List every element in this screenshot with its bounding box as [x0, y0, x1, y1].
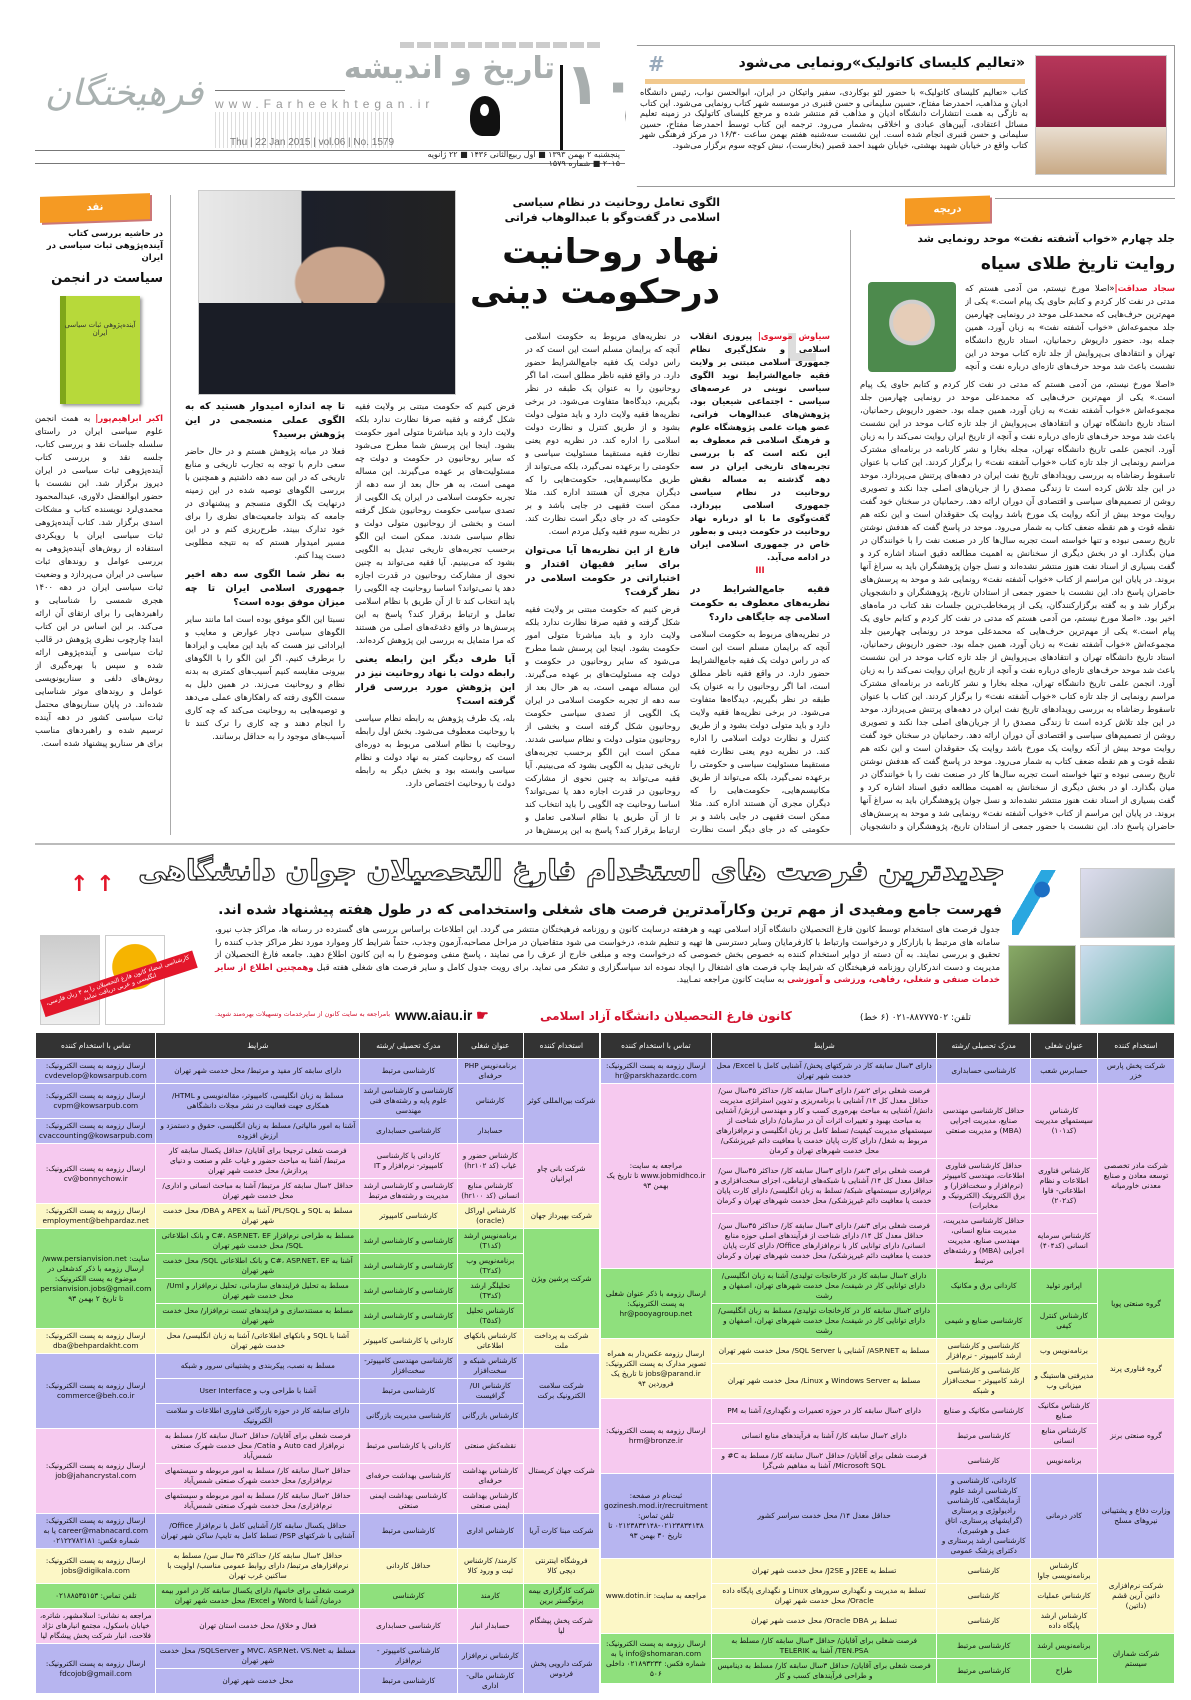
question: به نظر شما الگوی سه دهه اخیر جمهوری اسلامی ایران تا چه میزان موفق بوده است؟ [185, 569, 345, 608]
conditions-cell: تسلط به J2EE و J2SE/ محل خدمت شهر تهران [711, 1559, 937, 1584]
author-portrait [868, 282, 956, 372]
book-stack-photo [1035, 55, 1167, 175]
degree-cell: کارشناسی و کارشناسی ارشد [360, 1279, 458, 1304]
conditions-cell: دارای سابقه کار مفید و مرتبط/ محل خدمت شهر تهران [156, 1059, 360, 1084]
degree-cell: کارشناسی مرتبط [360, 1514, 458, 1549]
column-header: مدرک تحصیلی /رشته [937, 1033, 1030, 1059]
interview-headline [470, 232, 720, 312]
job-title-cell: کارشناس شبکه و سخت‌افزار [457, 1354, 523, 1379]
ad-text: به سایت کانون مراجعه نمـایید. [676, 975, 785, 985]
answer: نسبتا این الگو موفق بوده است اما مانند سایر الگوهای سیاسی دچار عوارض و معایب و ایراداتی نیز هست که باید این معایب و ایرادها را برطرف کنیم. اگر این الگو را با الگوهای بیرونی مقایسه کنیم آسیب‌های کمتری به بدنه نظام و روحانیت می‌زند. در همین دلیل به سمت الگوی رفته که راهکارهای عملی می‌دهد و توصیه‌هایی به روحانیت می‌کند که چه کاری را انجام دهند و چه کاری را ترک کنند تا آسیب‌های موجود را به حداقل برسانند. [185, 614, 345, 741]
degree-cell: کاردانی، کارشناسی و کارشناسی ارشد علوم آزمایشگاهی، کارشناسی رادیولوژی و پرستاری (گرایشهای پرستاری، اتاق عمل و هوشبری)، کارشناسی ارشد پرستاری و دکترای پزشک عمومی [937, 1474, 1030, 1559]
divider [560, 65, 563, 150]
table-row [601, 1339, 1175, 1364]
degree-cell: کاردانی یا کارشناسی کامپیوتر- نرم‌افزار و IT [360, 1144, 458, 1179]
job-title-cell: کارشناس کنترل کیفی [1030, 1304, 1097, 1339]
head-lightbulb-icon [470, 96, 500, 136]
table-header-row [36, 1033, 600, 1059]
degree-cell: کارشناسی مرتبط [360, 1379, 458, 1404]
job-title-cell: کارشناس منابع انسانی [1030, 1424, 1097, 1449]
column-header: شرایط [156, 1033, 360, 1059]
question: فارغ از این نظریه‌ها آیا می‌توان برای سایر فقیهان اقتدار و اختیاراتی در حکومت اسلامی در نظر گرفت؟ [525, 545, 680, 598]
divider [850, 230, 851, 835]
degree-cell: کاردانی یا کارشناسی مرتبط [360, 1429, 458, 1464]
conditions-cell: فرصت شغلی ترجیحا برای آقایان/ حداقل یکسال سابقه کار مرتبط/ آشنا به مباحث حضور و غیاب علم و صنعت و دنیای پردازش/ محل خدمت شهر تهران [156, 1144, 360, 1179]
job-title-cell: برنامه‌نویس ارشد [1030, 1634, 1097, 1659]
degree-cell: کارشناسی و کارشناسی ارشد کامپیوتر - سخت‌افزار و شبکه [937, 1364, 1030, 1399]
table-row [36, 1059, 600, 1084]
job-title-cell: کارشناس بهداشت حرفه‌ای [457, 1464, 523, 1489]
answer: فرض کنیم که حکومت مبتنی بر ولایت فقیه شکل گرفته و فقیه صرفا نظارت ندارد بلکه ولایت دارد و باید مباشرتا متولی امور حکومت بشود. اینجا این پرسش شما مطرح می‌شود که سایر روحانیون در حکومت و دولت چه مسئولیت‌های بر عهده می‌گیرند. این مساله مهمی است، به هر حال بعد از سه دهه از تجربه حکومت اسلامی در ایران یک الگویی از تصدی سیاسی حکومت روحانیون شکل گرفته است و بخشی از روحانیون متولی دولت و نظام سیاسی شدند. ممکن است این الگو برحسب تجربه‌های تاریخی تبدیل به الگویی بشود که می‌بینیم. آیا فقیه می‌تواند به چنین نحوی از مشارکت روحانیون در قدرت اجازه دهد یا نمی‌تواند؟ اساسا روحانیت چه الگویی را باید انتخاب کند تا از آن طریق با نظام اسلامی تعامل و ارتباط برقرار کند؟ پاسخ به این پرسش‌ها در واقع دغدغه‌های اصلی من هستند که مرا متمایل به بررسی این پژوهش کرده‌اند. [355, 401, 515, 645]
contact-cell[interactable]: سایت: www.persianvision.net/ ارسال رزومه با ذکر کدشغلی در موضوع به پست الکترونیک: persianvision.jobs@gmail.com تا تاریخ ۲ بهمن ۹۳ [36, 1229, 156, 1329]
job-title-cell: کارشناس فناوری اطلاعات و نظام اطلاعاتی- فاوا (کد۲۰۲) [1030, 1159, 1097, 1214]
job-title-cell: کارشناس برنامه‌نویسی جاوا [1030, 1559, 1097, 1584]
degree-cell: کارشناسی حسابداری [360, 1119, 458, 1144]
degree-cell: حداقل کارشناسی مدیریت، مدیریت منابع انسانی، مهندسی صنایع، مدیریت اجرایی (MBA) و رشته‌های مرتبط [937, 1214, 1030, 1269]
divider [35, 843, 1175, 845]
alumni-association-logo [1012, 870, 1072, 935]
degree-cell: کارشناسی مکانیک و صنایع [937, 1399, 1030, 1424]
headline-line: نهاد روحانیت [502, 232, 720, 272]
table-row [36, 1084, 600, 1119]
employer-cell: فروشگاه اینترنتی دیجی کالا [523, 1549, 599, 1584]
job-title-cell: کارشناس بهداشت ایمنی صنعتی [457, 1489, 523, 1514]
ad-website-note: بامراجعه به سایت کانون از سایرخدمات وتسهیلات بهره‌مند شوید. [215, 1010, 390, 1018]
job-title-cell: برنامه‌نویس وب (کدT۲) [457, 1254, 523, 1279]
ad-text: جدول فرصت های استخدام توسط کانون فارغ التحصیلان دانشگاه آزاد اسلامی تهیه و هرهفته درسایت کانون و روزنامه فرهیختگان منتشر می گردد. این اطلاعات براساس بررسی های گسترده در رسانه ها، مراکز جذب نیرو، سامانه های مرتبط با بازارکار و درخواست وارتباط با کارفرمایان وسایر دسترسی ها تهیه و تنظیم شده، درخواست می شود متقاضیان در مراحل مصاحبه،آزمون وجذب، حتماً شرایط کار وموارد مورد نظر مراکز جذب کننده را تحقیق و بررسی نمایند. به آن دسته از دوایر استخدام کننده به خصوص بخش خصوصی که درخواست وجه و مبلغی خارج از عرف را می نمایند ، پاسخ منفی وموضوع را به این کانون اطلاع دهید. جامعه فارغ التحصیلان از مدیریت و دست اندرکاران روزنامه فرهیختگان که شرایط چاپ فرصت های اشتغال را ایجاد نموده اند سپاسگزاری و تشکر می نماید. برای رویت جدول کامل و سایر فرصت های شغلی هفته قبل [215, 925, 1001, 973]
conditions-cell: فرصت شغلی برای ۳نفر/ دارای ۳سال سابقه کار/ حداکثر ۳۵سال سن/ حداقل معدل کل ۱۴/ دارای شناخت از فرآیندهای اصلی حوزه منابع انسانی/ دارای توانایی کار با نرم‌افزارهای Office/ دارای کارت پایان خدمت یا معافیت دائم غیرپزشکی/ محل خدمت شهرهای تهران و کرمان [711, 1214, 937, 1269]
top-story-title: «تعالیم کلیسای کاتولیک»رونمایی می‌شود [738, 55, 1025, 71]
job-title-cell: کارشناس بازرگانی [457, 1404, 523, 1429]
job-title-cell: کارمند [457, 1584, 523, 1609]
separator: III [755, 565, 765, 575]
job-title-cell: کارشناس ارشد پایگاه داده [1030, 1609, 1097, 1634]
conditions-cell: مسلط به نصب، پیکربندی و پشتیبانی سرور و شبکه [156, 1354, 360, 1379]
contact-cell[interactable]: ارسال رزومه به پست الکترونیک: hr@parskhazardc.com [601, 1059, 712, 1084]
contact-cell[interactable]: ارسال رزومه عکس‌دار به همراه تصویر مدارک به پست الکترونیک: jobs@parand.ir تا تاریخ یک فروردین ۹۴ [601, 1339, 712, 1399]
contact-cell[interactable]: ارسال رزومه به پست الکترونیک: hrm@bronze.ir [601, 1399, 712, 1474]
job-title-cell: کارشناس مالی- اداری [457, 1669, 523, 1694]
job-title-cell: برنامه‌نویس ارشد (کدT۱) [457, 1229, 523, 1254]
conditions-cell: آشنا با SQL و بانکهای اطلاعاتی/ آشنا به زبان انگلیسی/ محل خدمت شهر تهران [156, 1329, 360, 1354]
degree-cell: کارشناسی حسابداری [360, 1609, 458, 1644]
conditions-cell: فعال و خلاق/ محل خدمت استان تهران [156, 1609, 360, 1644]
column-header: تماس با استخدام کننده [36, 1033, 156, 1059]
table-row [601, 1559, 1175, 1584]
conditions-cell: فرصت شغلی برای ۲نفر/ دارای ۳سال سابقه کار/ حداکثر ۳۵سال سن/ حداقل معدل کل ۱۴/ آشنایی با برنامه‌ریزی و تدوین استراتژی مدیریت دانش/ آشنایی به مباحث بهره‌وری کسب و کار و مهندسی ارزش/ آشنایی به مباحث بهبود و تغییرات اثرات آن در سازمان/ دارای شناخت از سیستمهای مدیریت کیفیت/ تسلط کامل بر زبان انگلیسی و نرم‌افزارهای مربوط به شغل/ دارای کارت پایان خدمت یا معافیت دائم غیرپزشکی/ محل خدمت شهرهای تهران و کرمان [711, 1084, 937, 1159]
job-title-cell: برنامه‌نویس وب [1030, 1339, 1097, 1364]
conditions-cell: فرصت شغلی برای ۳نفر/ دارای ۳سال سابقه کار/ حداکثر ۳۵سال سن/ حداقل معدل کل ۱۴/ آشنایی با شبکه‌های ارتباطی، اجزای سخت‌افزاری و نرم‌افزاری سیستمهای شبکه/ تسلط به زبان انگلیسی/ دارای کارت پایان خدمت یا معافیت دائم غیرپزشکی/ محل خدمت شهرهای تهران و کرمان [711, 1159, 937, 1214]
conditions-cell: آشنا به امور مالیاتی/ مسلط به زبان انگلیسی، حقوق و دستمزد و ارزش افزوده [156, 1119, 360, 1144]
employer-cell: شرکت دارویی پخش فردوس [523, 1644, 599, 1694]
job-title-cell: طراح [1030, 1659, 1097, 1684]
contact-cell[interactable]: ثبت‌نام در صفحه: gozinesh.mod.ir/recruitment تلفن تماس: ۰۲۱۲۳۸۳۴۱۳۸-۰۲۱۲۳۸۳۴۱۴۸ تا تاریخ ۳۰ بهمن ۹۳ [601, 1474, 712, 1559]
contact-cell[interactable]: ارسال رزومه به پست الکترونیک: dba@behpardakht.com [36, 1329, 156, 1354]
conditions-cell: مسلط به طراحی نرم‌افزار C#، ASP.NET، EF و بانک اطلاعاتی SQL/ محل خدمت شهر تهران [156, 1229, 360, 1254]
conditions-cell: دارای ۲سال سابقه کار در کارخانجات تولیدی/ مسلط به زبان انگلیسی/ دارای توانایی کار در شیفت/ محل خدمت شهرهای تهران، اصفهان و رشت [711, 1304, 937, 1339]
divider [170, 195, 171, 835]
book-cover-title: آینده‌پژوهی ثبات سیاسی ایران [64, 321, 136, 337]
column-header: عنوان شغلی [1030, 1033, 1097, 1059]
ad-phone: تلفن: ۸۸۷۷۷۵۰۲-۰۲۱ (۶ خط) [860, 1013, 971, 1023]
job-title-cell: کارشناس [457, 1084, 523, 1119]
website-url[interactable]: www.Farheekhtegan.ir [215, 97, 435, 111]
newspaper-logo: فرهیختگان [44, 73, 204, 114]
column-header: استخدام کننده [1097, 1033, 1174, 1059]
employer-cell: شرکت سلامت الکترونیک برکت [523, 1354, 599, 1429]
job-title-cell: حسابدار [457, 1119, 523, 1144]
degree-cell: کارشناسی و کارشناسی ارشد [360, 1229, 458, 1254]
conditions-cell: حداقل معدل ۱۴/ محل خدمت سراسر کشور [711, 1474, 937, 1559]
conditions-cell: فرصت شغلی برای آقایان/ حداقل ۳سال سابقه کار/ مسلط به TEN.PSA/ آشنا به TELERIK [711, 1634, 937, 1659]
degree-cell: کارشناسی و کارشناسی ارشد [360, 1254, 458, 1279]
degree-cell: کارشناسی مرتبط [360, 1059, 458, 1084]
window-text: «اصلا مورخ نیستم، من آدمی هستم که مدتی در نفت کار کردم و کتابم حاوی یک پیام است.» یکی از مهم‌ترین حرف‌هایی که محمدعلی موحد در رونمایی چهارمین جلد مجموعه‌اش «خواب آشفته نفت» به زبان آورد، همین جمله بود. حضور داریوش رحمانیان، استاد تاریخ دانشگاه تهران و انتقادهای بی‌پروایش از جلد تازه کتاب موحد در این نشست باعث شد موحد حرف‌های تازه‌ای درباره نفت و آنچه از تاریخ ایران روایت نمی‌کند را به زبان آورد. انجمن علمی تاریخ دانشگاه تهران، مجله بخارا و نشر کارنامه در برنامه‌ای مشترک مراسم رونمایی از جلد تازه کتاب «خواب آشفته نفت» را برگزار کردند. این کتاب با عنوان تاسقوط رضاشاه به بررسی رویدادهای تاریخ نفت ایران در دهه‌های پرتنش می‌پردازد. موحد در این جلد تلاش کرده است تا زندگی مصدق را از جریان‌های اصلی جدا نکند و تصویری روشن از تصمیم‌های سیاسی و اقتصادی آن دوران ارائه دهد. رحمانیان در سخنان خود گفت روایت موحد بیش از آنکه روایت یک مورخ باشد روایت یک حقوقدان است و این نکته هم نقطه قوت و هم نقطه ضعف کتاب به شمار می‌رود. موحد در پاسخ گفت که هدفش نوشتن تاریخ رسمی نبوده و تنها خواسته است تجربه سال‌ها کار در صنعت نفت را با خوانندگان در میان بگذارد. او در بخش دیگری از سخنانش به اهمیت مطالعه دقیق اسناد اشاره کرد و گفت بسیاری از اسناد نفت هنوز منتشر نشده‌اند و نسل جوان پژوهشگران باید به سراغ آنها بروند. در پایان این مراسم از کتاب «خواب آشفته نفت» رونمایی شد و موحد به پرسش‌های حاضران پاسخ داد. این نشست با حضور جمعی از استادان تاریخ، پژوهشگران و دانشجویان برگزار شد و به گفته برگزارکنندگان، یکی از پرمخاطب‌ترین جلسات نقد کتاب در ماه‌های اخیر بود. [860, 379, 1175, 623]
contact-cell[interactable]: ارسال رزومه به پست الکترونیک: employment@behpardaz.net [36, 1204, 156, 1229]
window-title: روایت تاریخ طلای سیاه [980, 254, 1175, 274]
table-row [601, 1474, 1175, 1559]
job-title-cell: کادر درمانی [1030, 1474, 1097, 1559]
employer-cell: شرکت مادر تخصصی توسعه معادن و صنایع معدنی خاورمیانه [1097, 1084, 1174, 1269]
column-header: عنوان شغلی [457, 1033, 523, 1059]
contact-cell[interactable]: ارسال رزومه به پست الکترونیک: commerce@beh.co.ir [36, 1354, 156, 1429]
window-text: «اصلا مورخ نیستم، من آدمی هستم که مدتی در نفت کار کردم و کتابم حاوی یک پیام است.» یکی از مهم‌ترین حرف‌هایی که محمدعلی موحد در رونمایی چهارمین جلد مجموعه‌اش «خواب آشفته نفت» به زبان آورد، همین جمله بود. حضور داریوش رحمانیان، استاد تاریخ دانشگاه تهران و انتقادهای بی‌پروایش از جلد تازه کتاب موحد در این نشست باعث شد موحد حرف‌های تازه‌ای درباره نفت و آنچه [965, 283, 1175, 371]
contact-cell[interactable]: ارسال رزومه به پست الکترونیک: job@jahancrystal.com [36, 1429, 156, 1514]
job-title-cell: کارشناس اوراکل (oracle) [457, 1204, 523, 1229]
conditions-cell: دارای ۲سال سابقه کار/ آشنا به فرآیندهای منابع انسانی [711, 1424, 937, 1449]
degree-cell: حداقل کارشناسی مهندسی صنایع، مدیریت اجرایی (MBA) و مدیریت صنعتی [937, 1084, 1030, 1159]
ad-photo-doctor [1080, 945, 1175, 1025]
critique-tag: نقد [40, 193, 150, 223]
interview-column [355, 400, 515, 835]
promo-ribbon: کارشناسی امضاء کانون فارغ التحصیلان را به ۳ زبان فارسی، انگلیسی و عربی دریافت نمایید [40, 951, 198, 1018]
degree-cell: کارشناسی کامپیوتر - نرم‌افزار [360, 1644, 458, 1669]
ad-org: کانون فارغ التحصیلان دانشگاه آزاد اسلامی [540, 1009, 792, 1023]
contact-cell[interactable]: ارسال رزومه به پست الکترونیک: cvaccounting@kowsarpub.com [36, 1119, 156, 1144]
employer-cell: وزارت دفاع و پشتیبانی نیروهای مسلح [1097, 1474, 1174, 1559]
column-header: مدرک تحصیلی /رشته [360, 1033, 458, 1059]
conditions-cell: مسلط به مستندسازی و فرایندهای تست نرم‌افزار/ محل خدمت شهر تهران [156, 1304, 360, 1329]
table-row [36, 1514, 600, 1549]
contact-cell[interactable]: مراجعه به سایت: www.dotin.ir [601, 1559, 712, 1634]
page-number: ۱۰ [565, 50, 636, 118]
degree-cell: کارشناسی صنایع و شیمی [937, 1304, 1030, 1339]
job-title-cell: برنامه‌نویس [1030, 1449, 1097, 1474]
degree-cell: کارشناسی مرتبط [360, 1669, 458, 1694]
table-row [36, 1429, 600, 1464]
answer: فرض کنیم که حکومت مبتنی بر ولایت فقیه شکل گرفته و فقیه صرفا نظارت ندارد بلکه ولایت دارد و باید مباشرتا متولی امور حکومت بشود. اینجا این پرسش شما مطرح می‌شود که سایر روحانیون در حکومت و دولت چه مسئولیت‌های بر عهده می‌گیرند. این مساله مهمی است، به هر حال بعد از سه دهه از تجربه حکومت اسلامی در ایران یک الگویی از تصدی سیاسی حکومت روحانیون شکل گرفته است و بخشی از روحانیون متولی دولت و نظام سیاسی شدند. ممکن است این الگو برحسب تجربه‌های تاریخی تبدیل به الگویی بشود که می‌بینیم. آیا فقیه می‌تواند به چنین نحوی از مشارکت روحانیون در قدرت اجازه دهد یا نمی‌تواند؟ اساسا روحانیت چه الگویی را باید انتخاب کند تا از آن طریق با نظام اسلامی تعامل و ارتباط برقرار کند؟ پاسخ به این پرسش‌ها در [525, 604, 680, 835]
conditions-cell: دارای ۲سال سابقه کار در کارخانجات تولیدی/ آشنا به زبان انگلیسی/ دارای توانایی کار در شیفت/ محل خدمت شهرهای تهران، اصفهان و رشت [711, 1269, 937, 1304]
conditions-cell: فرصت شغلی برای خانمها/ دارای یکسال سابقه کار در امور بیمه درمان/ آشنا با Word و Excel/ محل خدمت شهر تهران [156, 1584, 360, 1609]
column-header: شرایط [711, 1033, 937, 1059]
byline: سجاد صداقت| [1114, 283, 1175, 293]
question: تا چه اندازه امیدوار هستید که به الگوی عملی منسجمی در این پژوهش برسید؟ [185, 401, 345, 440]
answer: در نظریه‌های مربوط به حکومت اسلامی آنچه که برایمان مسلم است این است که در راس دولت یک فقیه جامع‌الشرایط حضور دارد. در واقع فقیه ناظر مطلق است، اما اگر روحانیون را به عنوان یک طبقه در نظر بگیریم، دیدگاه‌ها متفاوت می‌شود. در برخی نظریه‌ها فقیه ولایت دارد و باید متولی دولت بشود و از طریق کنترل و نظارت دولت اسلامی را اداره کند. در نظریه دوم یعنی نظارت فقیه مستقیما مسئولیت سیاسی و حکومتی را برعهده نمی‌گیرد، بلکه می‌تواند از طریق مکانیسم‌هایی، حکومت‌هایی را که دیگران مجری آن هستند اداره کند. مثلا ممکن است فقیهی در جایی باشد و بر حکومتی که در جای دیگر است نظارت کند. در نظریه سوم فقیه وکیل مردم است. [525, 331, 680, 536]
job-title-cell: حسابرس شعب [1030, 1059, 1097, 1084]
table-row [36, 1144, 600, 1179]
headline-line: درحکومت دینی [470, 272, 720, 312]
degree-cell: کارشناسی حسابداری [937, 1059, 1030, 1084]
job-title-cell: نقشه‌کش صنعتی [457, 1429, 523, 1464]
conditions-cell: حداقل ۲سال سابقه کار/ مسلط به امور مربوطه و سیستمهای نرم‌افزاری/ محل خدمت شهرک صنعتی شمس‌آباد [156, 1489, 360, 1514]
employer-cell: شرکت نرم‌افزاری داتین آرین قشم (داتین) [1097, 1559, 1174, 1634]
conditions-cell: مسلط به SQL و PL/SQL/ آشنا به APEX و DBA/ محل خدمت شهر تهران [156, 1204, 360, 1229]
contact-cell[interactable]: ارسال رزومه با ذکر عنوان شغلی به پست الکترونیک: hr@pooyagroup.net [601, 1269, 712, 1339]
degree-cell: کارشناسی و کارشناسی ارشد علوم پایه و رشته‌های فنی مهندسی [360, 1084, 458, 1119]
critique-text: به همت انجمن علوم سیاسی ایران در راستای سلسله جلسات نقد و بررسی کتاب، جلسه نقد و بررسی کتاب آینده‌پژوهی ثبات سیاسی در ایران دیروز برگزار شد. این نشست با حضور ابوالفضل دلاوری، عبدالمحمود محمدی‌لرد نویسنده کتاب و مشکات اسدی برگزار شد. کتاب آینده‌پژوهی ثبات سیاسی ایران با رویکردی استفاده از روش‌های آینده‌پژوهی به بررسی عوامل و روندهای ثبات سیاسی در ایران می‌پردازد و وضعیت ثبات سیاسی ایران در دهه ۱۴۰۰ هجری شمسی را شناسایی و راهبردهایی را برای ارتقای آن ارائه می‌کند. بر این اساس در این کتاب ابتدا چارچوب نظری پژوهش در قالب ثبات سیاسی و آینده‌پژوهی ارائه شده و سپس با بهره‌گیری از روش‌های دلفی و سناریونویسی عوامل و روندهای موثر شناسایی شده‌اند. در پایان سناریوهای محتمل ثبات سیاسی کشور در دهه آینده ترسیم شده و راهبردهای مناسب برای هر سناریو پیشنهاد شده است. [35, 413, 163, 748]
conditions-cell: فرصت شغلی برای آقایان/ حداقل ۳سال سابقه کار/ مسلط به دینامیس و طراحی فرآیندهای کسب و کار [711, 1659, 937, 1684]
table-row [36, 1609, 600, 1644]
table-row [601, 1634, 1175, 1659]
job-title-cell: کارشناس تحلیل (کدT۵) [457, 1304, 523, 1329]
contact-cell[interactable]: ارسال رزومه به پست الکترونیک: career@mabnacard.com یا به شماره فکس: ۰۲۱۲۲۷۸۲۱۸۱ [36, 1514, 156, 1549]
ad-photo-workers [1008, 945, 1076, 1025]
book-cover-image [60, 296, 140, 404]
window-body [860, 378, 1175, 833]
job-title-cell: کارشناس منابع انسانی (کد hr۱۰۰) [457, 1179, 523, 1204]
conditions-cell: مسلط به Windows Server و Linux/ محل خدمت شهر تهران [711, 1364, 937, 1399]
conditions-cell: فرصت شغلی برای آقایان/ حداقل ۲سال سابقه کار/ مسلط به نرم‌افزار Auto cad و Catia/ محل خدمت شهرک صنعتی شمس‌آباد [156, 1429, 360, 1464]
decorative-stripe [400, 42, 600, 48]
degree-cell: کاردانی یا کارشناسی کامپیوتر [360, 1329, 458, 1354]
jobs-table-right [600, 1032, 1175, 1684]
ad-title: جدیدترین فرصت های استخدام فارغ التحصیلان جوان دانشگاهی [138, 854, 1005, 887]
critique-kicker: در حاشیه بررسی کتاب آینده‌پژوهی ثبات سیاسی در ایران [46, 229, 163, 263]
employer-cell: شرکت کارگزاری بیمه پرتوگستر برین [523, 1584, 599, 1609]
interview-kicker: الگوی تعامل روحانیت در نظام سیاسی اسلامی در گفت‌وگو با عبدالوهاب فراتی [504, 196, 720, 224]
degree-cell: کارشناسی [937, 1559, 1030, 1584]
contact-cell[interactable]: ارسال رزومه به پست الکترونیک: jobs@digikala.com [36, 1549, 156, 1584]
divider [995, 198, 1175, 199]
job-title-cell: تحلیلگر ارشد (کدT۳) [457, 1279, 523, 1304]
contact-cell[interactable]: ارسال رزومه به پست الکترونیک: fdcojob@gmail.com [36, 1644, 156, 1694]
degree-cell: کارشناسی [937, 1449, 1030, 1474]
conditions-cell: فرصت شغلی برای آقایان/ حداقل ۲سال سابقه کار/ مسلط به C# و Microsoft SQL/ آشنا به مفاهیم شی‌گرا [711, 1449, 937, 1474]
top-story-body: کتاب «تعالیم کلیسای کاتولیک» با حضور لئو بوکاردی، سفیر واتیکان در ایران، ابوالحسن نواب، رئیس دانشگاه ادیان و مذاهب، احمدرضا مفتاح، حسین سلیمانی و حسن قنبری در موسسه شهر کتاب رونمایی می‌شود. این کتاب به تازگی به همت انتشارات دانشگاه ادیان و مذاهب قم منتشر شده و مرجع کلیسای کاتولیک در زمینه تعلیم مسائل اعتقادی، آیین‌های عبادی و اخلاقی به‌شمار می‌رود. ترجمه این کتاب توسط احمدرضا مفتاح، حسین سلیمانی و حسن قنبری انجام شده است. این نشست سه‌شنبه هفتم بهمن ساعت ۱۶/۳۰ در مرکز فرهنگی شهر کتاب واقع در خیابان شهید بهشتی، خیابان شهید احمد قصیر (بخارست)، نبش کوچه سوم برگزار می‌شود. [640, 87, 1029, 150]
interviewee-photo [198, 190, 456, 395]
job-title-cell: کارشناس بانکهای اطلاعاتی [457, 1329, 523, 1354]
job-title-cell: کارشناس UI/ گرافیست [457, 1379, 523, 1404]
employer-cell: شرکت مبنا کارت آریا [523, 1514, 599, 1549]
table-row [36, 1549, 600, 1584]
jobs-table [600, 1032, 1175, 1684]
conditions-cell: حداقل ۲سال سابقه کار/ حداکثر ۳۵ سال سن/ مسلط به نرم‌افزارهای مرتبط/ دارای روابط عمومی مناسب/ اولویت با ساکنین غرب تهران [156, 1549, 360, 1584]
employer-cell: شرکت بانی چاو ایرانیان [523, 1144, 599, 1204]
degree-cell: کارشناسی مرتبط [937, 1424, 1030, 1449]
job-title-cell: اپراتور تولید [1030, 1269, 1097, 1304]
conditions-cell: مسلط به ASP.NET/ آشنایی با SQL Server/ محل خدمت شهر تهران [711, 1339, 937, 1364]
table-row [36, 1644, 600, 1669]
section-title: تاریخ و اندیشه [343, 51, 555, 86]
contact-cell[interactable]: مراجعه به سایت: www.jobmidhco.ir تا تاریخ یک بهمن ۹۳ [601, 1084, 712, 1269]
table-row [36, 1229, 600, 1254]
conditions-cell: دارای ۳سال سابقه کار در شرکتهای پخش/ آشنایی کامل با Excel/ محل خدمت شهر تهران [711, 1059, 937, 1084]
window-kicker: جلد چهارم «خواب آشفته نفت» موحد رونمایی شد [917, 233, 1175, 245]
employer-cell: شرکت پخش پارس خزر [1097, 1059, 1174, 1084]
job-title-cell: کارشناس اداری [457, 1514, 523, 1549]
job-title-cell: کارشناس نرم‌افزار [457, 1644, 523, 1669]
window-tag: دریچه [905, 196, 990, 225]
critique-body [35, 412, 163, 832]
table-row [601, 1059, 1175, 1084]
degree-cell: کاردانی برق و مکانیک [937, 1269, 1030, 1304]
job-title-cell: حسابدار انبار [457, 1609, 523, 1644]
employer-cell: شرکت بهپرداز جهان [523, 1204, 599, 1229]
conditions-cell: آشنا به C#، ASP.NET، EF و بانک اطلاعاتی SQL/ محل خدمت شهر تهران [156, 1254, 360, 1279]
window-body-top [965, 282, 1175, 373]
interview-column [525, 330, 680, 835]
degree-cell: کارشناسی بهداشت حرفه‌ای [360, 1464, 458, 1489]
degree-cell: کارشناسی [360, 1584, 458, 1609]
degree-cell: حداقل کاردانی [360, 1549, 458, 1584]
contact-cell[interactable]: ارسال رزومه به پست الکترونیک: cvpm@kowsarpub.com [36, 1084, 156, 1119]
degree-cell: کارشناسی و کارشناسی ارشد کامپیوتر - نرم‌افزار [937, 1339, 1030, 1364]
employer-cell: شرکت پخش پیشگام لیا [523, 1609, 599, 1644]
table-row [36, 1354, 600, 1379]
employer-cell: شرکت پرشین ویژن [523, 1229, 599, 1329]
jobs-table [35, 1032, 600, 1694]
conditions-cell: محل خدمت شهر تهران [156, 1669, 360, 1694]
answer: در نظریه‌های مربوط به حکومت اسلامی آنچه که برایمان مسلم است این است که در راس دولت یک فقیه جامع‌الشرایط حضور دارد. در واقع فقیه ناظر مطلق است، اما اگر روحانیون را به عنوان یک طبقه در نظر بگیریم، دیدگاه‌ها متفاوت می‌شود. در برخی نظریه‌ها فقیه ولایت دارد و باید متولی دولت بشود و از طریق کنترل و نظارت دولت اسلامی را اداره کند. در نظریه دوم یعنی نظارت فقیه مستقیما مسئولیت سیاسی و حکومتی را برعهده نمی‌گیرد، بلکه می‌تواند از طریق مکانیسم‌هایی، حکومت‌هایی را که دیگران مجری آن هستند اداره کند. مثلا ممکن است فقیهی در جایی باشد و بر حکومتی که در جای دیگر است نظارت [690, 629, 830, 834]
conditions-cell: مسلط به MVC، ASP.Net، VS.Net و SQLServer/ محل خدمت شهر تهران [156, 1644, 360, 1669]
job-title-cell: کارشناس عملیات [1030, 1584, 1097, 1609]
arrow-up-icon: ↑ ↑ [70, 872, 115, 897]
job-title-cell: مدیرفنی هاستینگ و میزبانی وب [1030, 1364, 1097, 1399]
table-row [601, 1084, 1175, 1159]
job-title-cell: کارمند/ کارشناس ثبت و ورود کالا [457, 1549, 523, 1584]
table-row [601, 1399, 1175, 1424]
job-title-cell: کارشناس سرمایه انسانی (کد۴۰۴) [1030, 1214, 1097, 1269]
employer-cell: شرکت به پرداخت ملت [523, 1329, 599, 1354]
interview-lead: پیروزی انقلاب اسلامی و شکل‌گیری نظام جمهوری اسلامی مبتنی بر ولایت فقیه جامع‌الشرایط نوید الگوی سیاسی نوینی در عرصه‌های سیاسی - اجتماعی شیعیان بود. پژوهش‌های عبدالوهاب فراتی، عضو هیات علمی پژوهشگاه علوم و فرهنگ اسلامی قم معطوف به این نکته است که با بررسی تجربه‌های تاریخی ایران در سه دهه گذشته به مساله نقش روحانیت در نظام سیاسی جمهوری اسلامی بپردازد. گفت‌وگوی ما با او درباره نهاد روحانیت در حکومت دینی و به‌طور خاص در جمهوری اسلامی ایران در ادامه می‌آید. [690, 331, 830, 562]
degree-cell: کارشناسی مدیریت بازرگانی [360, 1404, 458, 1429]
degree-cell: کارشناسی مرتبط [937, 1634, 1030, 1659]
degree-cell: کارشناسی [937, 1584, 1030, 1609]
conditions-cell: حداقل یکسال سابقه کار/ آشنایی کامل با نرم‌افزار Office/ آشنایی با شرکتهای PSP/ تسلط کامل به تایپ/ ساکن شهر تهران [156, 1514, 360, 1549]
job-title-cell: برنامه‌نویس PHP حرفه‌ای [457, 1059, 523, 1084]
ad-website[interactable] [395, 1006, 489, 1024]
question: آیا طرف دیگر این رابطه یعنی رابطه دولت با نهاد روحانیت نیز در این پژوهش مورد بررسی قرار گرفته است؟ [355, 654, 515, 707]
pointing-hand-icon: ☛ [476, 1007, 489, 1023]
interview-lead-column [690, 330, 830, 835]
answer: بله، یک طرف پژوهش به رابطه نظام سیاسی با روحانیت معطوف می‌شود. بخش اول رابطه روحانیت با نظام اسلامی مربوط به دوره‌ای است که روحانیت کمتر به نهاد دولت و نظام سیاسی وابسته بود و بخش دیگر به رابطه دولت با روحانیت اختصاص دارد. [355, 713, 515, 788]
employer-cell: شرکت جهان کریستال [523, 1429, 599, 1514]
conditions-cell: دارای ۲سال سابقه کار در حوزه تعمیرات و نگهداری/ آشنا به PM [711, 1399, 937, 1424]
contact-cell[interactable]: ارسال رزومه به پست الکترونیک: cv@bonnychow.ir [36, 1144, 156, 1204]
conditions-cell: تسلط به مدیریت و نگهداری سرورهای Linux و نگهداری پایگاه داده Oracle/ محل خدمت شهر تهران [711, 1584, 937, 1609]
conditions-cell: دارای سابقه کار در حوزه بازرگانی فناوری اطلاعات و سلامت الکترونیک [156, 1404, 360, 1429]
employer-cell: گروه فناوری پرند [1097, 1339, 1174, 1399]
column-header: تماس با استخدام کننده [601, 1033, 712, 1059]
table-row [36, 1204, 600, 1229]
conditions-cell: مسلط به تحلیل فرایندهای سازمانی، تحلیل نرم‌افزار و Uml/ محل خدمت شهر تهران [156, 1279, 360, 1304]
conditions-cell: مسلط به زبان انگلیسی، کامپیوتر، مقاله‌نویسی و HTML/ همکاری جهت فعالیت در نشر مجلات دانشگاهی [156, 1084, 360, 1119]
degree-cell: کارشناسی و کارشناسی ارشد مدیریت و رشته‌های مرتبط [360, 1179, 458, 1204]
issue-info-en: Thu | 22 Jan 2015 | vol.06 | No. 1579 [230, 137, 395, 148]
byline: اکبر ابراهیم‌پور| [95, 413, 163, 423]
column-header: استخدام کننده [523, 1033, 599, 1059]
table-header-row [601, 1033, 1175, 1059]
window-text: «اصلا مورخ نیستم، من آدمی هستم که مدتی در نفت کار کردم و کتابم حاوی یک پیام است.» یکی از مهم‌ترین حرف‌هایی که محمدعلی موحد در رونمایی چهارمین جلد مجموعه‌اش «خواب آشفته نفت» به زبان آورد، همین جمله بود. حضور داریوش رحمانیان، استاد تاریخ دانشگاه تهران و انتقادهای بی‌پروایش از جلد تازه کتاب موحد در این نشست باعث شد موحد حرف‌های تازه‌ای درباره نفت و آنچه از تاریخ ایران روایت نمی‌کند را به زبان آورد. انجمن علمی تاریخ دانشگاه تهران، مجله بخارا و نشر کارنامه در برنامه‌ای مشترک مراسم رونمایی از جلد تازه کتاب «خواب آشفته نفت» را برگزار کردند. این کتاب با عنوان تاسقوط رضاشاه به بررسی رویدادهای تاریخ نفت ایران در دهه‌های پرتنش می‌پردازد. موحد در این جلد تلاش کرده است تا زندگی مصدق را از جریان‌های اصلی جدا نکند و تصویری روشن از تصمیم‌های سیاسی و اقتصادی آن دوران ارائه دهد. رحمانیان در سخنان خود گفت روایت موحد بیش از آنکه روایت یک مورخ باشد روایت یک حقوقدان است و این نکته هم نقطه قوت و هم نقطه ضعف کتاب به شمار می‌رود. موحد در پاسخ گفت که هدفش نوشتن تاریخ رسمی نبوده و تنها خواسته است تجربه سال‌ها کار در صنعت نفت را با خوانندگان در میان بگذارد. او در بخش دیگری از سخنانش به اهمیت مطالعه دقیق اسناد اشاره کرد و گفت بسیاری از اسناد نفت هنوز منتشر نشده‌اند و نسل جوان پژوهشگران باید به سراغ آنها بروند. در پایان این مراسم از کتاب «خواب آشفته نفت» رونمایی شد و موحد به پرسش‌های حاضران پاسخ داد. این نشست با حضور جمعی از استادان تاریخ، پژوهشگران و دانشجویان [860, 613, 1175, 831]
table-row [601, 1269, 1175, 1304]
hash-icon: # [648, 52, 665, 76]
ad-text-highlight: وهمچنین اطلاع از سایر خدمات صنفی و شغلی، رفاهی، ورزشی و آموزشی [215, 962, 1000, 985]
table-row [36, 1329, 600, 1354]
critique-title: سیاست در انجمن [51, 271, 163, 286]
jobs-table-left [35, 1032, 600, 1694]
title-underline [645, 79, 1025, 84]
ad-website-link[interactable]: www.aiau.ir [395, 1007, 473, 1023]
ad-body [215, 924, 1000, 987]
degree-cell: کارشناسی مهندسی کامپیوتر- سخت‌افزار [360, 1354, 458, 1379]
ad-photo-lab [1080, 868, 1175, 938]
divider [215, 90, 345, 91]
job-title-cell: کارشناس حضور و غیاب (کد hr۱۰۲) [457, 1144, 523, 1179]
employer-cell: شرکت بین‌المللی کوثر [523, 1059, 599, 1144]
contact-cell[interactable]: تلفن تماس: ۰۲۱۸۸۵۳۵۱۵۳ [36, 1584, 156, 1609]
conditions-cell: تسلط بر Oracle DBA/ محل خدمت شهر تهران [711, 1609, 937, 1634]
degree-cell: کارشناسی بهداشت ایمنی صنعتی [360, 1489, 458, 1514]
interview-column [185, 400, 345, 835]
degree-cell: کارشناسی و کارشناسی ارشد [360, 1304, 458, 1329]
employer-cell: گروه صنعتی پویا [1097, 1269, 1174, 1339]
conditions-cell: آشنا با طراحی وب و User Interface [156, 1379, 360, 1404]
conditions-cell: حداقل ۲سال سابقه کار/ مسلط به امور مربوطه و سیستمهای نرم‌افزاری/ محل خدمت شهرک صنعتی شمس‌آباد [156, 1464, 360, 1489]
conditions-cell: حداقل ۲سال سابقه کار مرتبط/ آشنا به مباحث انسانی و اداری/ محل خدمت شهر تهران [156, 1179, 360, 1204]
question: فقیه جامع‌الشرایط در نظریه‌های معطوف به حکومت اسلامی چه جایگاهی دارد؟ [690, 584, 830, 623]
contact-cell[interactable]: ارسال رزومه به پست الکترونیک: info@shomaran.com یا به شماره فکس: ۰۲۱۸۹۳۲۳۴ داخلی ۵۰۶ [601, 1634, 712, 1684]
degree-cell: کارشناسی مرتبط [937, 1659, 1030, 1684]
contact-cell[interactable]: ارسال رزومه به پست الکترونیک: cvdevelop@kowsarpub.com [36, 1059, 156, 1084]
employer-cell: شرکت شماران سیستم [1097, 1634, 1174, 1684]
ad-subtitle: فهرست جامع ومفیدی از مهم ترین وکارآمدترین فرصت های شغلی واستخدامی که در طول هفته پیشنهاد شده اند. [218, 902, 1002, 918]
table-row [36, 1119, 600, 1144]
job-title-cell: کارشناس مکانیک صنایع [1030, 1399, 1097, 1424]
byline: سیاوش موسوی| [757, 331, 830, 341]
issue-info-fa: پنجشنبه ۲ بهمن ۱۳۹۳ ■ اول ربیع‌الثانی ۱۴۳۶ ■ ۲۲ ژانویه ۲۰۱۵ ■ شماره ۱۵۷۹ [427, 150, 620, 168]
employer-cell: گروه صنعتی برنز [1097, 1399, 1174, 1474]
degree-cell: کارشناسی کامپیوتر [360, 1204, 458, 1229]
table-row [36, 1584, 600, 1609]
job-title-cell: کارشناس سیستمهای مدیریت (کد۱۰۱) [1030, 1084, 1097, 1159]
answer: فعلا در میانه پژوهش هستم و در حال حاضر سعی دارم با توجه به تجارب تاریخی و منابع تاریخی که در این سه دهه داشتیم و همچنین با بررسی الگوهای توصیه شده در این زمینه درنهایت یک الگوی منسجم و پیشنهادی در جامعه که بتواند جامعیت‌های نظری را برای خود تدارک ببیند، طرح‌ریزی کنم و در این مسیر امیدوار هستم که به نتیجه مطلوبی دست پیدا کنم. [185, 446, 345, 560]
degree-cell: حداقل کارشناسی فناوری اطلاعات، مهندسی کامپیوتر (نرم‌افزار و سخت‌افزار) و برق الکترونیک (الکترونیک و مخابرات) [937, 1159, 1030, 1214]
degree-cell: کارشناسی [937, 1609, 1030, 1634]
contact-cell[interactable]: مراجعه به نشانی: اسلامشهر، شاتره، خیابان باسکول، مجتمع انبارهای نژاد فلاحت، انبار شرکت پخش پیشگام لیا [36, 1609, 156, 1644]
